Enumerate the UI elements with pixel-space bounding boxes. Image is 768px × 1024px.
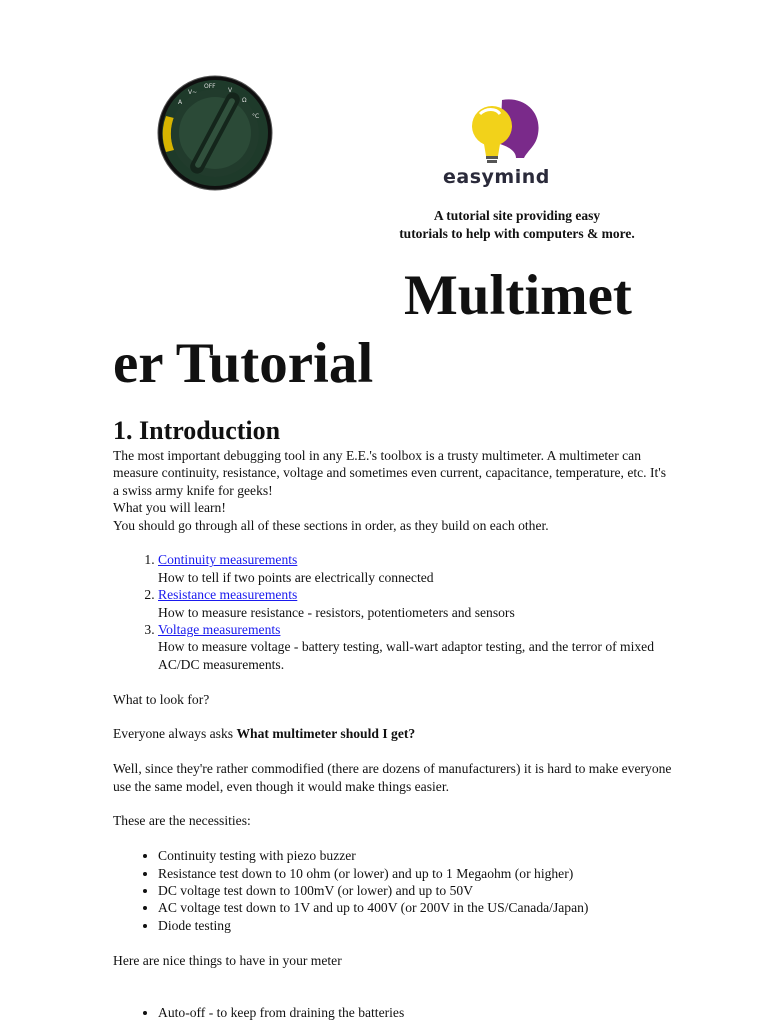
list-item: • Auto-off - to keep from draining the batteries [158, 1004, 673, 1021]
nice-to-have-list [113, 1004, 673, 1021]
list-item-description: How to measure resistance - resistors, potentiometers and sensors [158, 604, 515, 620]
site-tagline [372, 207, 662, 243]
tagline-line-1: A tutorial site providing easy [433, 208, 601, 223]
svg-text:Ω: Ω [242, 97, 247, 104]
commodified-paragraph: Well, since they're rather commodified (there are dozens of manufacturers) it is hard to make everyone use the same model, even though it would make things easier. [113, 761, 672, 794]
multimeter-dial-image [156, 74, 274, 192]
list-item: • Diode testing [158, 917, 673, 934]
article-body [113, 447, 673, 1021]
asks-question: What multimeter should I get? [236, 726, 416, 742]
what-to-look-for: What to look for? [113, 691, 210, 707]
list-item [158, 551, 673, 586]
asks-prefix: Everyone always asks [113, 726, 237, 742]
link-continuity-measurements[interactable]: Continuity measurements [158, 552, 298, 568]
section-heading-introduction: 1. Introduction [113, 416, 281, 445]
list-item [158, 621, 673, 673]
title-line-2: er Tutorial [113, 332, 374, 395]
tagline-line-2: tutorials to help with computers & more. [399, 226, 635, 241]
link-resistance-measurements[interactable]: Resistance measurements [158, 587, 298, 603]
svg-text:V: V [228, 87, 233, 94]
what-you-will-learn: What you will learn! [113, 500, 226, 516]
title-line-1: Multimet [404, 264, 632, 327]
necessities-list [113, 847, 673, 934]
order-note: You should go through all of these sections in order, as they build on each other. [113, 517, 549, 533]
nice-to-have-intro: Here are nice things to have in your meter [113, 952, 342, 968]
everyone-asks [113, 725, 673, 742]
list-item-description: How to tell if two points are electrically connected [158, 569, 434, 585]
svg-text:A: A [178, 99, 183, 106]
list-item [158, 586, 673, 621]
intro-paragraph: The most important debugging tool in any E.E.'s toolbox is a trusty multimeter. A multimeter can measure continuity, resistance, voltage and sometimes even current, capacitance, temperature, etc. It's a swiss army knife for geeks! [113, 448, 667, 498]
svg-text:°C: °C [252, 113, 260, 120]
logo-wordmark: easymind [443, 166, 550, 188]
necessities-intro: These are the necessities: [113, 813, 251, 829]
svg-text:V~: V~ [188, 89, 198, 96]
svg-text:OFF: OFF [204, 83, 216, 90]
link-voltage-measurements[interactable]: Voltage measurements [158, 622, 281, 638]
sections-list [113, 551, 673, 673]
list-item: • AC voltage test down to 1V and up to 400V (or 200V in the US/Canada/Japan) [158, 899, 673, 916]
list-item: • Resistance test down to 10 ohm (or lower) and up to 1 Megaohm (or higher) [158, 865, 673, 882]
list-item: • Continuity testing with piezo buzzer [158, 847, 673, 864]
page-title [113, 262, 673, 398]
list-item-description: How to measure voltage - battery testing, wall-wart adaptor testing, and the terror of mixed AC/DC measurements. [158, 639, 655, 672]
list-item: • DC voltage test down to 100mV (or lower) and up to 50V [158, 882, 673, 899]
